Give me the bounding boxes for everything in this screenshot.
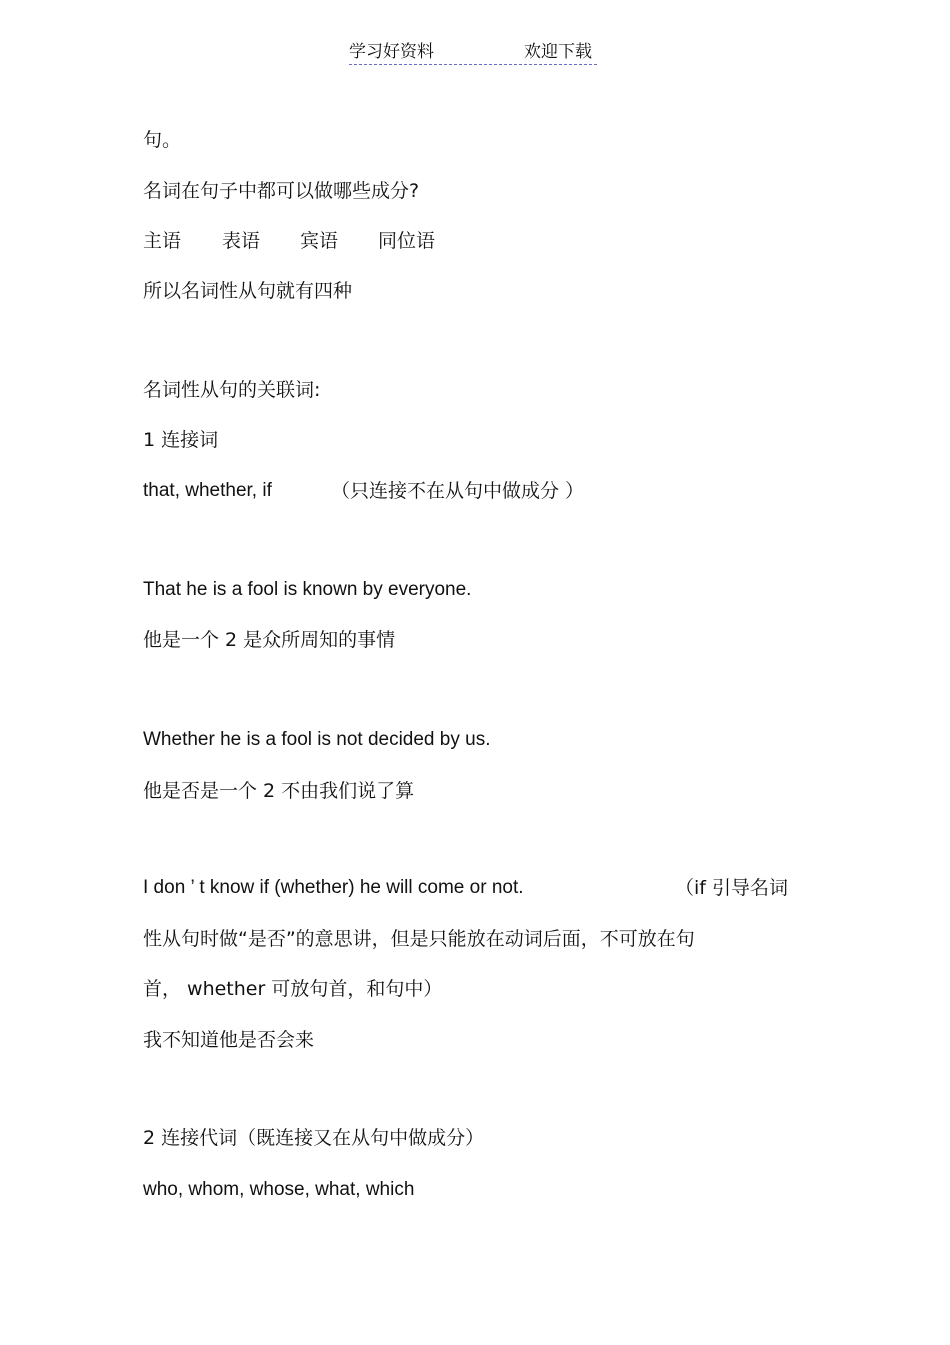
example-2-zh: 他是否是一个 2 不由我们说了算	[143, 780, 415, 802]
conjunctions-list: that, whether, if	[143, 480, 272, 501]
connectives-heading: 名词性从句的关联词:	[143, 379, 321, 401]
section-2-heading: 2 连接代词（既连接又在从句中做成分）	[143, 1127, 485, 1149]
conjunctions-note: （只连接不在从句中做成分 ）	[331, 480, 585, 502]
component-object: 宾语	[300, 230, 339, 252]
header-left-text: 学习好资料	[349, 42, 434, 62]
example-3-zh: 我不知道他是否会来	[143, 1029, 315, 1051]
conjunctions-line	[143, 479, 623, 503]
example-3-note-cont: 性从句时做“是否”的意思讲，但是只能放在动词后面，不可放在句	[143, 928, 695, 950]
section-1-heading: 1 连接词	[143, 429, 219, 451]
page-header	[349, 42, 597, 65]
example-3-note-end: 首， whether 可放句首，和句中）	[143, 978, 443, 1000]
example-1-zh: 他是一个 2 是众所周知的事情	[143, 629, 396, 651]
component-appositive: 同位语	[378, 230, 436, 252]
pronouns-list: who, whom, whose, what, which	[143, 1179, 415, 1200]
component-subject: 主语	[143, 230, 182, 252]
example-1-en: That he is a fool is known by everyone.	[143, 579, 472, 600]
component-predicative: 表语	[222, 230, 261, 252]
components-line	[143, 229, 463, 253]
header-right-text: 欢迎下载	[524, 42, 592, 62]
example-2-en: Whether he is a fool is not decided by us.	[143, 729, 491, 750]
example-3-note-start: （if 引导名词	[675, 877, 789, 899]
example-3-en: I don ’ t know if (whether) he will come or not.	[143, 877, 524, 898]
question-line: 名词在句子中都可以做哪些成分?	[143, 180, 420, 202]
example-3-line	[143, 876, 808, 900]
four-types-line: 所以名词性从句就有四种	[143, 280, 353, 302]
text-line-1: 句。	[143, 129, 182, 151]
